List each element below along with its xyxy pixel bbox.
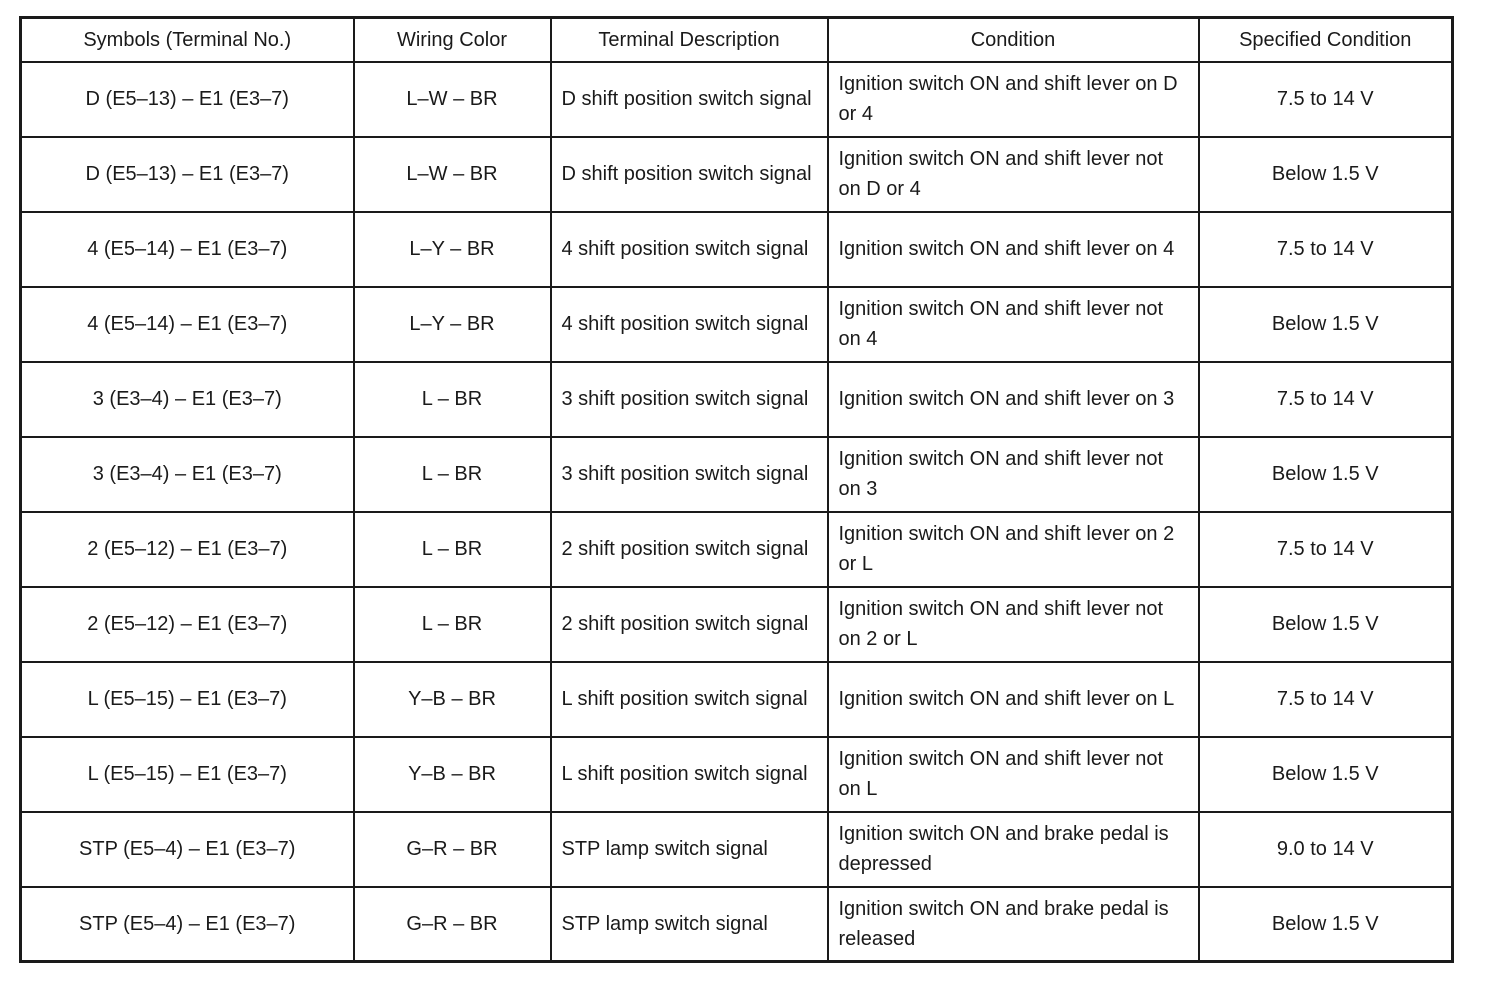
cell-symbol: 2 (E5–12) – E1 (E3–7) <box>21 512 354 587</box>
cell-symbol: 4 (E5–14) – E1 (E3–7) <box>21 287 354 362</box>
header-wiring-color: Wiring Color <box>354 18 551 62</box>
cell-condition: Ignition switch ON and shift lever on 4 <box>828 212 1199 287</box>
cell-specified: 7.5 to 14 V <box>1199 362 1453 437</box>
cell-specified: 7.5 to 14 V <box>1199 662 1453 737</box>
cell-wiring-color: L – BR <box>354 587 551 662</box>
table-row <box>21 737 1453 812</box>
cell-symbol: D (E5–13) – E1 (E3–7) <box>21 137 354 212</box>
cell-condition: Ignition switch ON and shift lever on L <box>828 662 1199 737</box>
table-row <box>21 587 1453 662</box>
cell-wiring-color: G–R – BR <box>354 887 551 962</box>
table-row <box>21 287 1453 362</box>
cell-condition: Ignition switch ON and brake pedal is depressed <box>828 812 1199 887</box>
cell-symbol: 3 (E3–4) – E1 (E3–7) <box>21 437 354 512</box>
header-row <box>21 18 1453 62</box>
cell-symbol: STP (E5–4) – E1 (E3–7) <box>21 812 354 887</box>
header-specified-condition: Specified Condition <box>1199 18 1453 62</box>
cell-wiring-color: L – BR <box>354 437 551 512</box>
cell-specified: Below 1.5 V <box>1199 737 1453 812</box>
cell-wiring-color: L – BR <box>354 512 551 587</box>
table-row <box>21 362 1453 437</box>
cell-wiring-color: L – BR <box>354 362 551 437</box>
cell-description: 4 shift position switch signal <box>551 212 828 287</box>
cell-description: D shift position switch signal <box>551 62 828 137</box>
cell-symbol: D (E5–13) – E1 (E3–7) <box>21 62 354 137</box>
cell-description: STP lamp switch signal <box>551 812 828 887</box>
cell-wiring-color: Y–B – BR <box>354 662 551 737</box>
cell-description: 2 shift position switch signal <box>551 512 828 587</box>
table-row <box>21 137 1453 212</box>
cell-condition: Ignition switch ON and shift lever not on 4 <box>828 287 1199 362</box>
cell-wiring-color: L–W – BR <box>354 62 551 137</box>
cell-description: D shift position switch signal <box>551 137 828 212</box>
cell-specified: Below 1.5 V <box>1199 887 1453 962</box>
cell-description: 3 shift position switch signal <box>551 437 828 512</box>
header-symbols: Symbols (Terminal No.) <box>21 18 354 62</box>
cell-symbol: STP (E5–4) – E1 (E3–7) <box>21 887 354 962</box>
cell-specified: 7.5 to 14 V <box>1199 512 1453 587</box>
table-row <box>21 887 1453 962</box>
header-terminal-description: Terminal Description <box>551 18 828 62</box>
cell-specified: Below 1.5 V <box>1199 287 1453 362</box>
table-row <box>21 437 1453 512</box>
cell-symbol: L (E5–15) – E1 (E3–7) <box>21 662 354 737</box>
cell-condition: Ignition switch ON and shift lever on 3 <box>828 362 1199 437</box>
table-row <box>21 812 1453 887</box>
cell-condition: Ignition switch ON and shift lever not on L <box>828 737 1199 812</box>
cell-wiring-color: L–W – BR <box>354 137 551 212</box>
cell-wiring-color: L–Y – BR <box>354 212 551 287</box>
cell-symbol: L (E5–15) – E1 (E3–7) <box>21 737 354 812</box>
cell-condition: Ignition switch ON and shift lever on 2 or L <box>828 512 1199 587</box>
cell-wiring-color: Y–B – BR <box>354 737 551 812</box>
terminal-spec-table <box>19 16 1454 963</box>
table-row <box>21 512 1453 587</box>
cell-specified: Below 1.5 V <box>1199 587 1453 662</box>
cell-specified: Below 1.5 V <box>1199 437 1453 512</box>
cell-symbol: 3 (E3–4) – E1 (E3–7) <box>21 362 354 437</box>
cell-specified: 7.5 to 14 V <box>1199 62 1453 137</box>
cell-wiring-color: G–R – BR <box>354 812 551 887</box>
cell-description: 2 shift position switch signal <box>551 587 828 662</box>
cell-condition: Ignition switch ON and shift lever not on 3 <box>828 437 1199 512</box>
cell-description: 4 shift position switch signal <box>551 287 828 362</box>
cell-symbol: 2 (E5–12) – E1 (E3–7) <box>21 587 354 662</box>
cell-condition: Ignition switch ON and shift lever not on 2 or L <box>828 587 1199 662</box>
cell-specified: 9.0 to 14 V <box>1199 812 1453 887</box>
table-row <box>21 662 1453 737</box>
cell-condition: Ignition switch ON and shift lever on D or 4 <box>828 62 1199 137</box>
cell-specified: Below 1.5 V <box>1199 137 1453 212</box>
table-row <box>21 62 1453 137</box>
cell-description: STP lamp switch signal <box>551 887 828 962</box>
cell-condition: Ignition switch ON and shift lever not on D or 4 <box>828 137 1199 212</box>
table-body <box>21 62 1453 962</box>
cell-symbol: 4 (E5–14) – E1 (E3–7) <box>21 212 354 287</box>
cell-wiring-color: L–Y – BR <box>354 287 551 362</box>
header-condition: Condition <box>828 18 1199 62</box>
cell-description: L shift position switch signal <box>551 737 828 812</box>
cell-condition: Ignition switch ON and brake pedal is released <box>828 887 1199 962</box>
cell-description: 3 shift position switch signal <box>551 362 828 437</box>
table-row <box>21 212 1453 287</box>
cell-specified: 7.5 to 14 V <box>1199 212 1453 287</box>
cell-description: L shift position switch signal <box>551 662 828 737</box>
